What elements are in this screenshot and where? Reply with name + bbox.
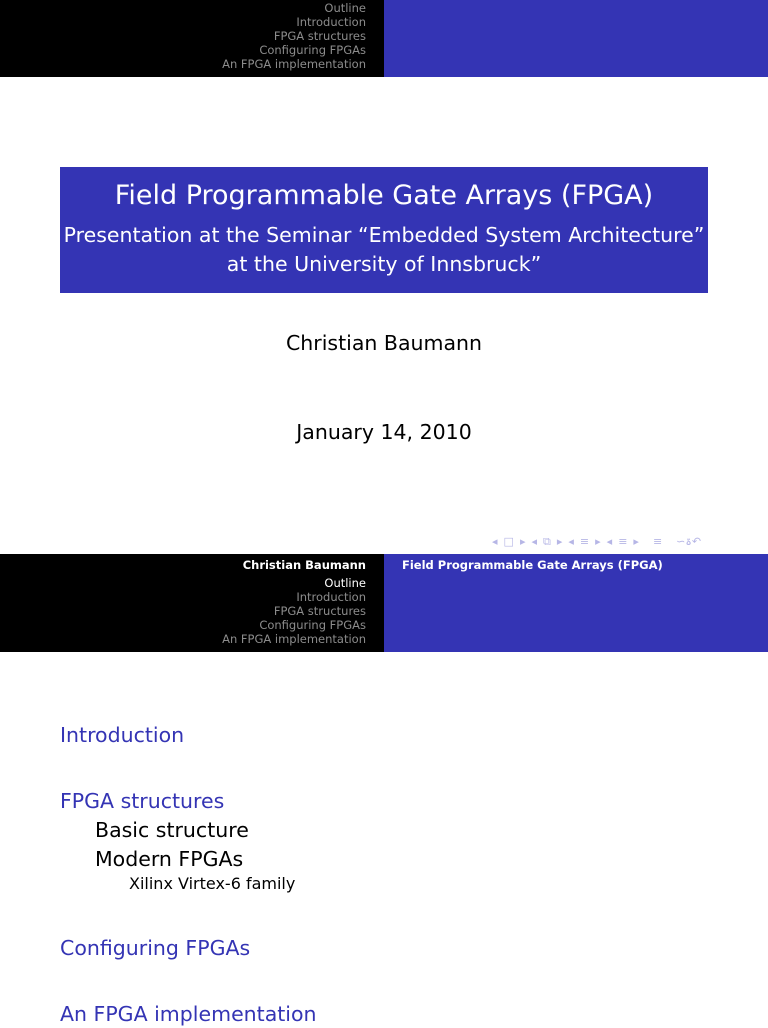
subtitle-line-1: Presentation at the Seminar “Embedded System Architecture” [63, 223, 705, 247]
section-next-icon[interactable]: ▸ [595, 535, 601, 548]
document-icon[interactable]: ≡ [618, 535, 628, 548]
toc-section-configuring[interactable]: Configuring FPGAs [60, 936, 251, 960]
navigation-symbols [492, 534, 701, 550]
header-left-band [0, 0, 384, 77]
header-right-band [384, 554, 768, 652]
presentation-subtitle [60, 221, 708, 279]
header-section-introduction[interactable]: Introduction [296, 590, 366, 604]
header-left-band [0, 554, 384, 652]
frame-next-icon[interactable]: ▸ [519, 535, 526, 548]
header-section-implementation[interactable]: An FPGA implementation [222, 57, 366, 71]
toc-subsection-basic-structure[interactable]: Basic structure [95, 818, 249, 842]
author-name: Christian Baumann [285, 331, 483, 355]
subsection-icon[interactable]: ⧉ [543, 535, 551, 548]
header-section-configuring[interactable]: Configuring FPGAs [259, 618, 366, 632]
document-next-icon[interactable]: ▸ [633, 535, 639, 548]
frame-prev-icon[interactable]: ◂ [492, 535, 498, 548]
frame-icon[interactable]: □ [503, 535, 514, 548]
header-section-implementation[interactable]: An FPGA implementation [222, 632, 366, 646]
toc-section-implementation[interactable]: An FPGA implementation [60, 1002, 317, 1026]
subsection-next-icon[interactable]: ▸ [556, 535, 563, 548]
header-section-fpga-structures[interactable]: FPGA structures [273, 604, 366, 618]
header-section-fpga-structures[interactable]: FPGA structures [273, 29, 366, 43]
title-box [60, 167, 708, 293]
toc-subsubsection-xilinx[interactable]: Xilinx Virtex-6 family [129, 874, 296, 893]
section-icon[interactable]: ≡ [579, 535, 590, 548]
header-title: Field Programmable Gate Arrays (FPGA) [402, 558, 663, 572]
header-author: Christian Baumann [242, 558, 366, 572]
toc-section-introduction[interactable]: Introduction [60, 723, 185, 747]
search-icon[interactable]: ∽ۃ↶ [676, 535, 702, 548]
presentation-title: Field Programmable Gate Arrays (FPGA) [114, 180, 654, 211]
header-section-outline[interactable]: Outline [324, 1, 366, 15]
section-prev-icon[interactable]: ◂ [568, 535, 574, 548]
toc-section-fpga-structures[interactable]: FPGA structures [60, 789, 225, 813]
document-prev-icon[interactable]: ◂ [606, 535, 613, 548]
subsection-prev-icon[interactable]: ◂ [531, 535, 537, 548]
header-section-introduction[interactable]: Introduction [296, 15, 366, 29]
align-icon[interactable]: ≡ [652, 535, 663, 548]
subtitle-line-2: at the University of Innsbruck” [226, 252, 542, 276]
toc-subsection-modern-fpgas[interactable]: Modern FPGAs [95, 847, 244, 871]
header-section-configuring[interactable]: Configuring FPGAs [259, 43, 366, 57]
presentation-date: January 14, 2010 [296, 420, 472, 444]
header-section-outline[interactable]: Outline [324, 576, 366, 590]
header-right-band [384, 0, 768, 77]
